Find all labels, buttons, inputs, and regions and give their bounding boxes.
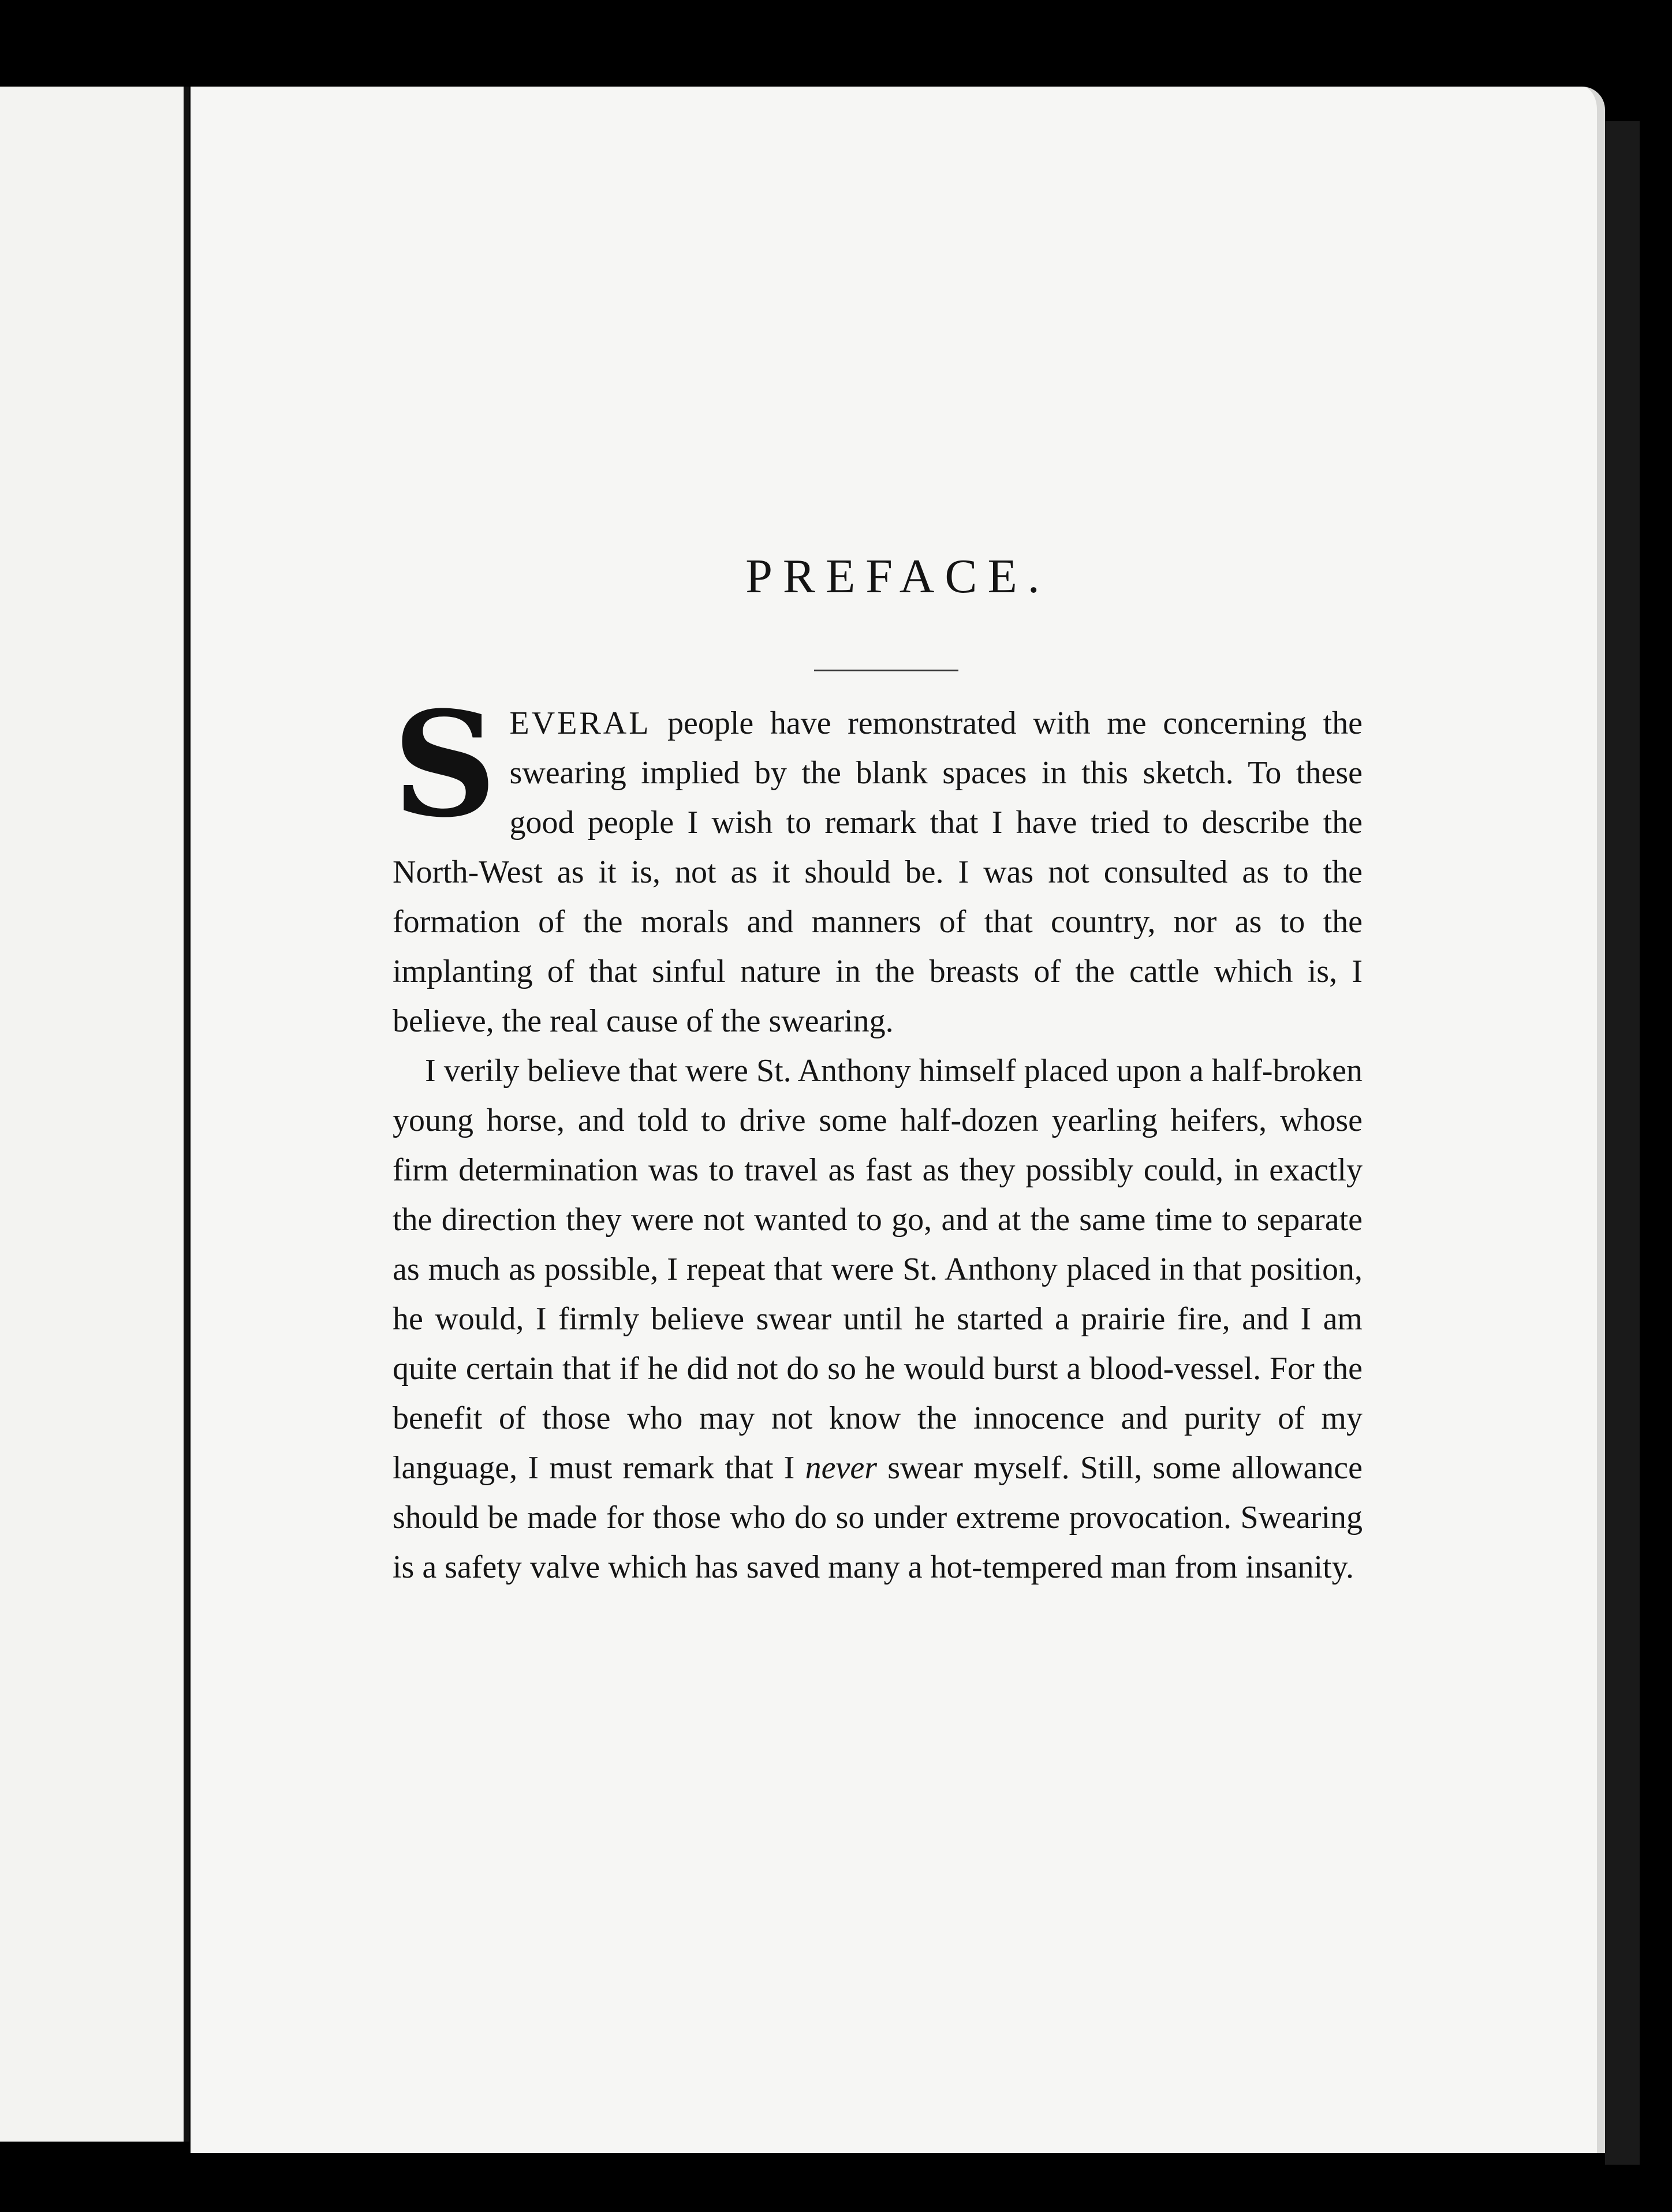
paragraph-2-text-start: I verily believe that were St. Anthony himself placed upon a half-broken young horse, and told to drive some half-dozen yearling heifers, whose firm determination was to travel as fast as they possibly could, in exactly the direction they were not wanted to go, and at the same time to separate as much as possible, I repeat that were St. Anthony placed in that position, he would, I firmly believe swear until he started a prairie fire, and I am quite certain that if he did not do so he would burst a blood-vessel. For the benefit of those who may not know the innocence and purity of my language, I must remark that I xyxy=(393,1053,1363,1486)
book-gutter xyxy=(184,87,189,2142)
paragraph-2 xyxy=(393,1046,1363,1592)
page-fore-edge xyxy=(1605,121,1640,2165)
title-rule-divider xyxy=(814,670,958,671)
paragraph-1-text: people have remonstrated with me concerning the swearing implied by the blank spaces in this sketch. To these good people I wish to remark that I have tried to describe the North-West as it is, not as it should be. I was not consulted as to the formation of the morals and manners of that country, nor as to the implanting of that sinful nature in the breasts of the cattle which is, I believe, the real cause of the swearing. xyxy=(393,705,1363,1039)
book-page xyxy=(191,87,1605,2153)
ornamental-drop-cap: S xyxy=(393,679,497,849)
previous-page-edge xyxy=(0,87,185,2142)
paragraph-2-text-end: swear myself. Still, some allowance should be made for those who do so under extreme provocation. Swearing is a safety valve which has saved many a hot-tempered man from insanity. xyxy=(393,1450,1363,1585)
page-title: PREFACE. xyxy=(745,550,1050,603)
opening-word: EVERAL xyxy=(509,705,651,741)
italic-emphasis: never xyxy=(805,1450,877,1486)
preface-body xyxy=(393,679,1363,1592)
paragraph-1 xyxy=(393,679,1363,1046)
